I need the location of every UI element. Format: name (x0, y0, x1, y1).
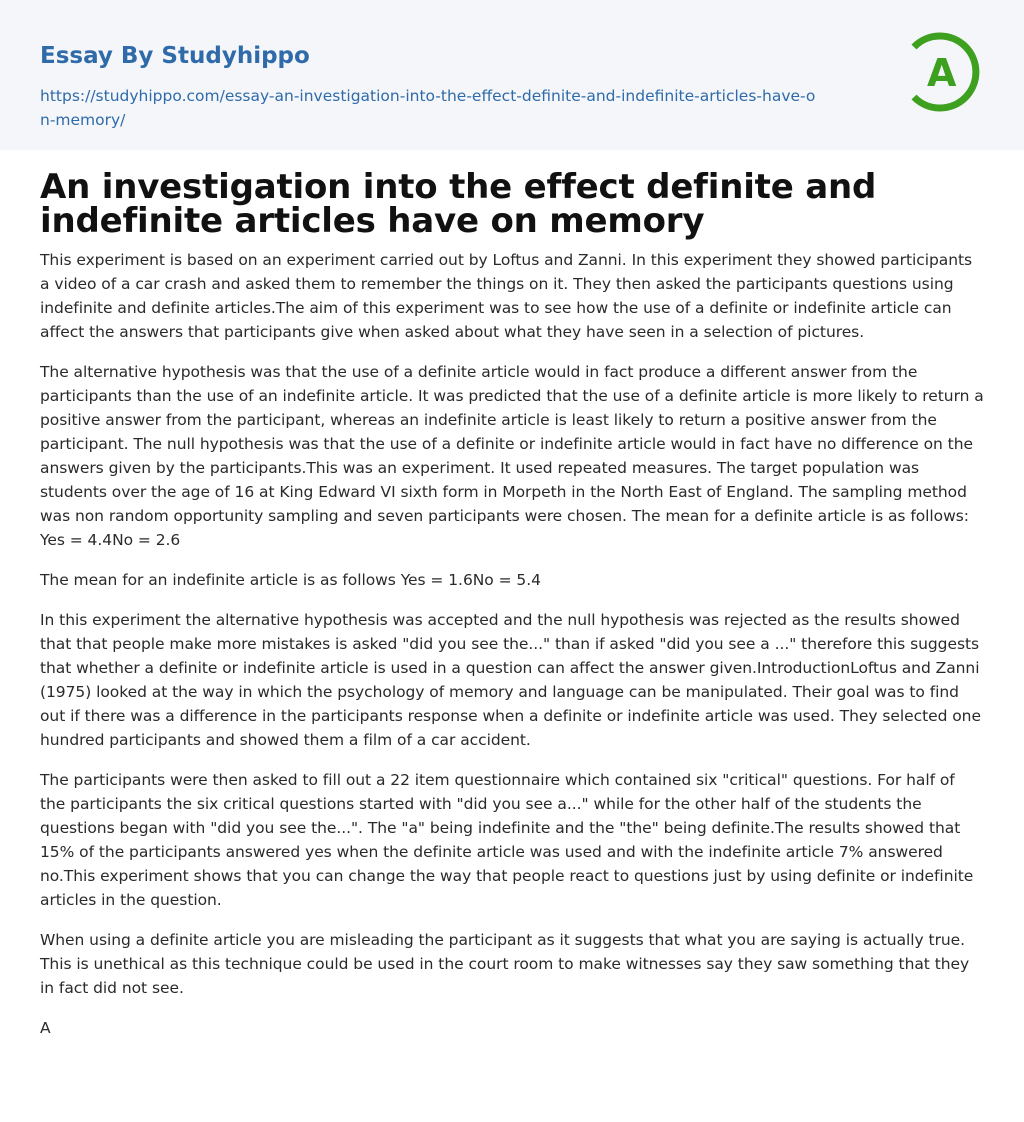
article-paragraph: In this experiment the alternative hypothesis was accepted and the null hypothesis was rejected as the results showed that that people make more mistakes is asked "did you see the..." than if asked "did you see a ..." therefore this suggests that whether a definite or indefinite article is used in a question can affect the answer given.IntroductionLoftus and Zanni (1975) looked at the way in which the psychology of memory and language can be manipulated. Their goal was to find out if there was a difference in the participants response when a definite or indefinite article was used. They selected one hundred participants and showed them a film of a car accident. (40, 611, 981, 749)
studyhippo-a-logo-icon[interactable] (900, 29, 986, 115)
logo-letter: A (927, 51, 957, 95)
article-title: An investigation into the effect definite and indefinite articles have on memory (40, 167, 877, 241)
article-paragraph: The alternative hypothesis was that the use of a definite article would in fact produce a different answer from the participants than the use of an indefinite article. It was predicted that the use of a definite article is more likely to return a positive answer from the participant, whereas an indefinite article is least likely to return a positive answer from the participant. The null hypothesis was that the use of a definite or indefinite article would in fact have no difference on the answers given by the participants.This was an experiment. It used repeated measures. The target population was students over the age of 16 at King Edward VI sixth form in Morpeth in the North East of England. The sampling method was non random opportunity sampling and seven participants were chosen. The mean for a definite article is as follows: Yes = 4.4No = 2.6 (40, 363, 984, 549)
essay-url-link[interactable]: https://studyhippo.com/essay-an-investigation-into-the-effect-definite-and-indefinite-articles-have-on-memory/ (40, 87, 816, 129)
site-brand[interactable]: Essay By Studyhippo (40, 43, 310, 69)
article-body (0, 150, 1024, 1040)
article-paragraph: A (40, 1019, 51, 1037)
site-header (0, 0, 1024, 150)
article-paragraph: When using a definite article you are misleading the participant as it suggests that what you are saying is actually true. This is unethical as this technique could be used in the court room to make witnesses say they saw something that they in fact did not see. (40, 931, 970, 997)
article-paragraph: This experiment is based on an experiment carried out by Loftus and Zanni. In this experiment they showed participants a video of a car crash and asked them to remember the things on it. They then asked the participants questions using indefinite and definite articles.The aim of this experiment was to see how the use of a definite or indefinite article can affect the answers that participants give when asked about what they have seen in a selection of pictures. (40, 251, 973, 341)
article-paragraph: The mean for an indefinite article is as follows Yes = 1.6No = 5.4 (40, 571, 541, 589)
article-paragraph: The participants were then asked to fill out a 22 item questionnaire which contained six "critical" questions. For half of the participants the six critical questions started with "did you see a..." while for the other half of the students the questions began with "did you see the...". The "a" being indefinite and the "the" being definite.The results showed that 15% of the participants answered yes when the definite article was used and with the indefinite article 7% answered no.This experiment shows that you can change the way that people react to questions just by using definite or indefinite articles in the question. (40, 771, 974, 909)
